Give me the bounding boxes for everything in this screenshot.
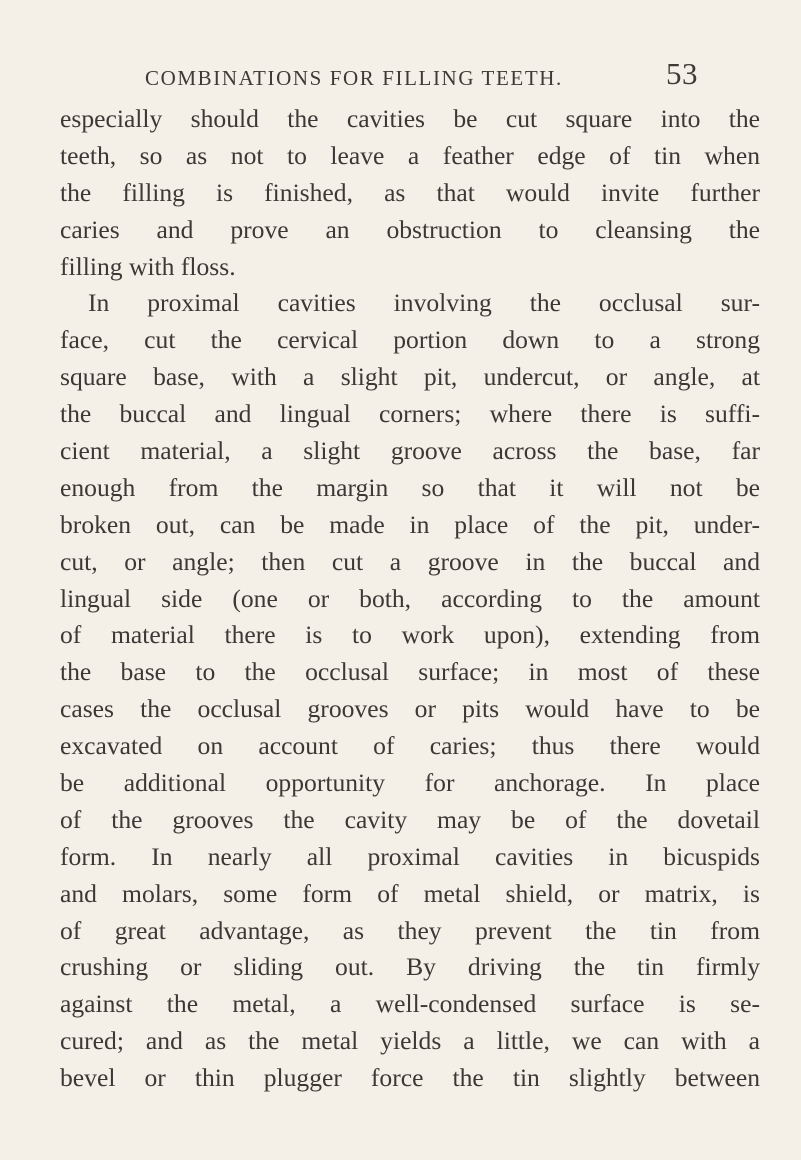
- body-text: [60, 101, 760, 1097]
- text-line: cases the occlusal grooves or pits would have to be: [60, 694, 760, 724]
- text-line: face, cut the cervical portion down to a strong: [60, 325, 760, 355]
- text-line: caries and prove an obstruction to cleansing the: [60, 214, 760, 244]
- page-number: 53: [666, 56, 698, 91]
- text-line: crushing or sliding out. By driving the tin firmly: [60, 952, 760, 982]
- text-line: square base, with a slight pit, undercut, or angle, at: [60, 362, 760, 392]
- text-line: the buccal and lingual corners; where there is suffi-: [60, 399, 760, 429]
- running-head: COMBINATIONS FOR FILLING TEETH.: [145, 66, 563, 90]
- text-line: of material there is to work upon), extending from: [60, 620, 760, 650]
- text-line: cured; and as the metal yields a little, we can with a: [60, 1026, 760, 1056]
- text-line: teeth, so as not to leave a feather edge of tin when: [60, 140, 760, 170]
- text-line: of great advantage, as they prevent the tin from: [60, 915, 760, 945]
- text-line: be additional opportunity for anchorage. In place: [60, 768, 760, 798]
- text-line: In proximal cavities involving the occlusal sur-: [88, 288, 760, 318]
- text-line: the filling is finished, as that would invite further: [60, 177, 760, 207]
- text-line: the base to the occlusal surface; in most of these: [60, 657, 760, 687]
- text-line: lingual side (one or both, according to the amount: [60, 583, 760, 613]
- text-line: against the metal, a well-condensed surface is se-: [60, 989, 760, 1019]
- text-line: filling with floss.: [60, 251, 236, 281]
- text-line: cient material, a slight groove across the base, far: [60, 436, 760, 466]
- text-line: excavated on account of caries; thus there would: [60, 731, 760, 761]
- text-line: form. In nearly all proximal cavities in bicuspids: [60, 841, 760, 871]
- text-line: of the grooves the cavity may be of the dovetail: [60, 804, 760, 834]
- text-line: especially should the cavities be cut square into the: [60, 104, 760, 133]
- text-line: bevel or thin plugger force the tin slightly between: [60, 1063, 760, 1093]
- text-line: and molars, some form of metal shield, or matrix, is: [60, 878, 760, 908]
- text-line: cut, or angle; then cut a groove in the buccal and: [60, 546, 760, 576]
- text-line: broken out, can be made in place of the pit, under-: [60, 509, 760, 539]
- text-line: enough from the margin so that it will not be: [60, 472, 760, 502]
